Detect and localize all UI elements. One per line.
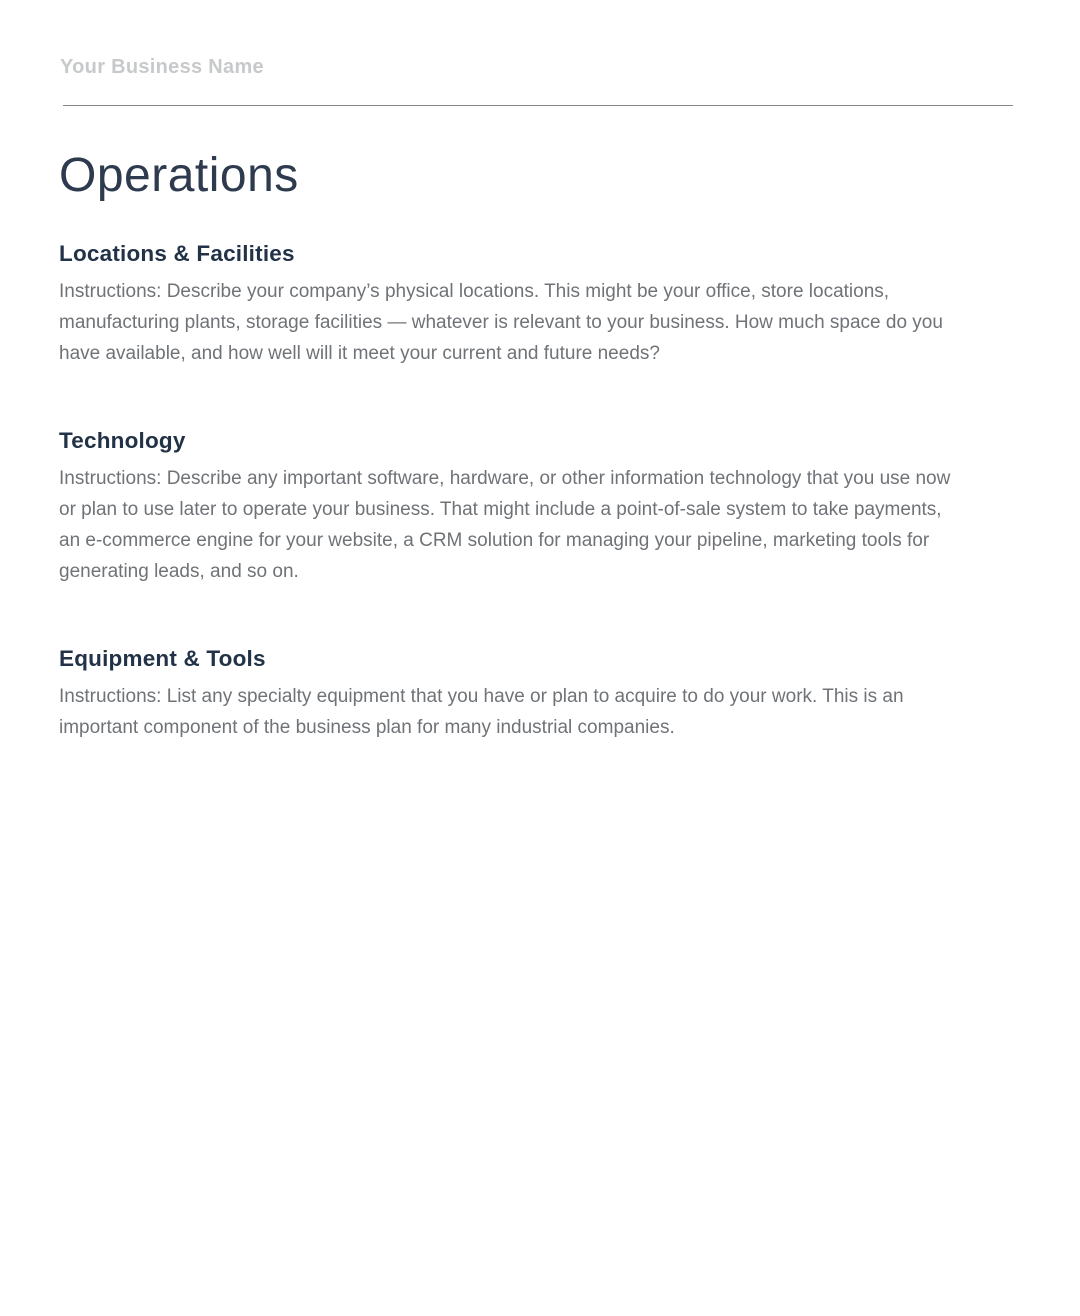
section-body-locations-facilities: Instructions: Describe your company’s physical locations. This might be your office, store locations, manufacturing plants, storage facilities — whatever is relevant to your business. How much space do you have available, and how well will it meet your current and future needs?: [59, 280, 943, 364]
section-heading-locations-facilities: Locations & Facilities: [59, 240, 295, 266]
header-divider: [63, 105, 1013, 106]
section-equipment-tools: [59, 646, 956, 743]
section-body-equipment-tools: Instructions: List any specialty equipment that you have or plan to acquire to do your work. This is an important component of the business plan for many industrial companies.: [59, 685, 904, 738]
page-header: [59, 56, 956, 106]
section-locations-facilities: [59, 241, 956, 369]
section-body-technology: Instructions: Describe any important software, hardware, or other information technology that you use now or plan to use later to operate your business. That might include a point-of-sale system to take payments, an e-commerce engine for your website, a CRM solution for managing your pipeline, marketing tools for generating leads, and so on.: [59, 467, 951, 582]
page-title: Operations: [59, 149, 299, 202]
business-name-header: Your Business Name: [60, 56, 264, 78]
section-heading-technology: Technology: [59, 427, 186, 453]
section-technology: [59, 428, 956, 587]
section-heading-equipment-tools: Equipment & Tools: [59, 645, 266, 671]
